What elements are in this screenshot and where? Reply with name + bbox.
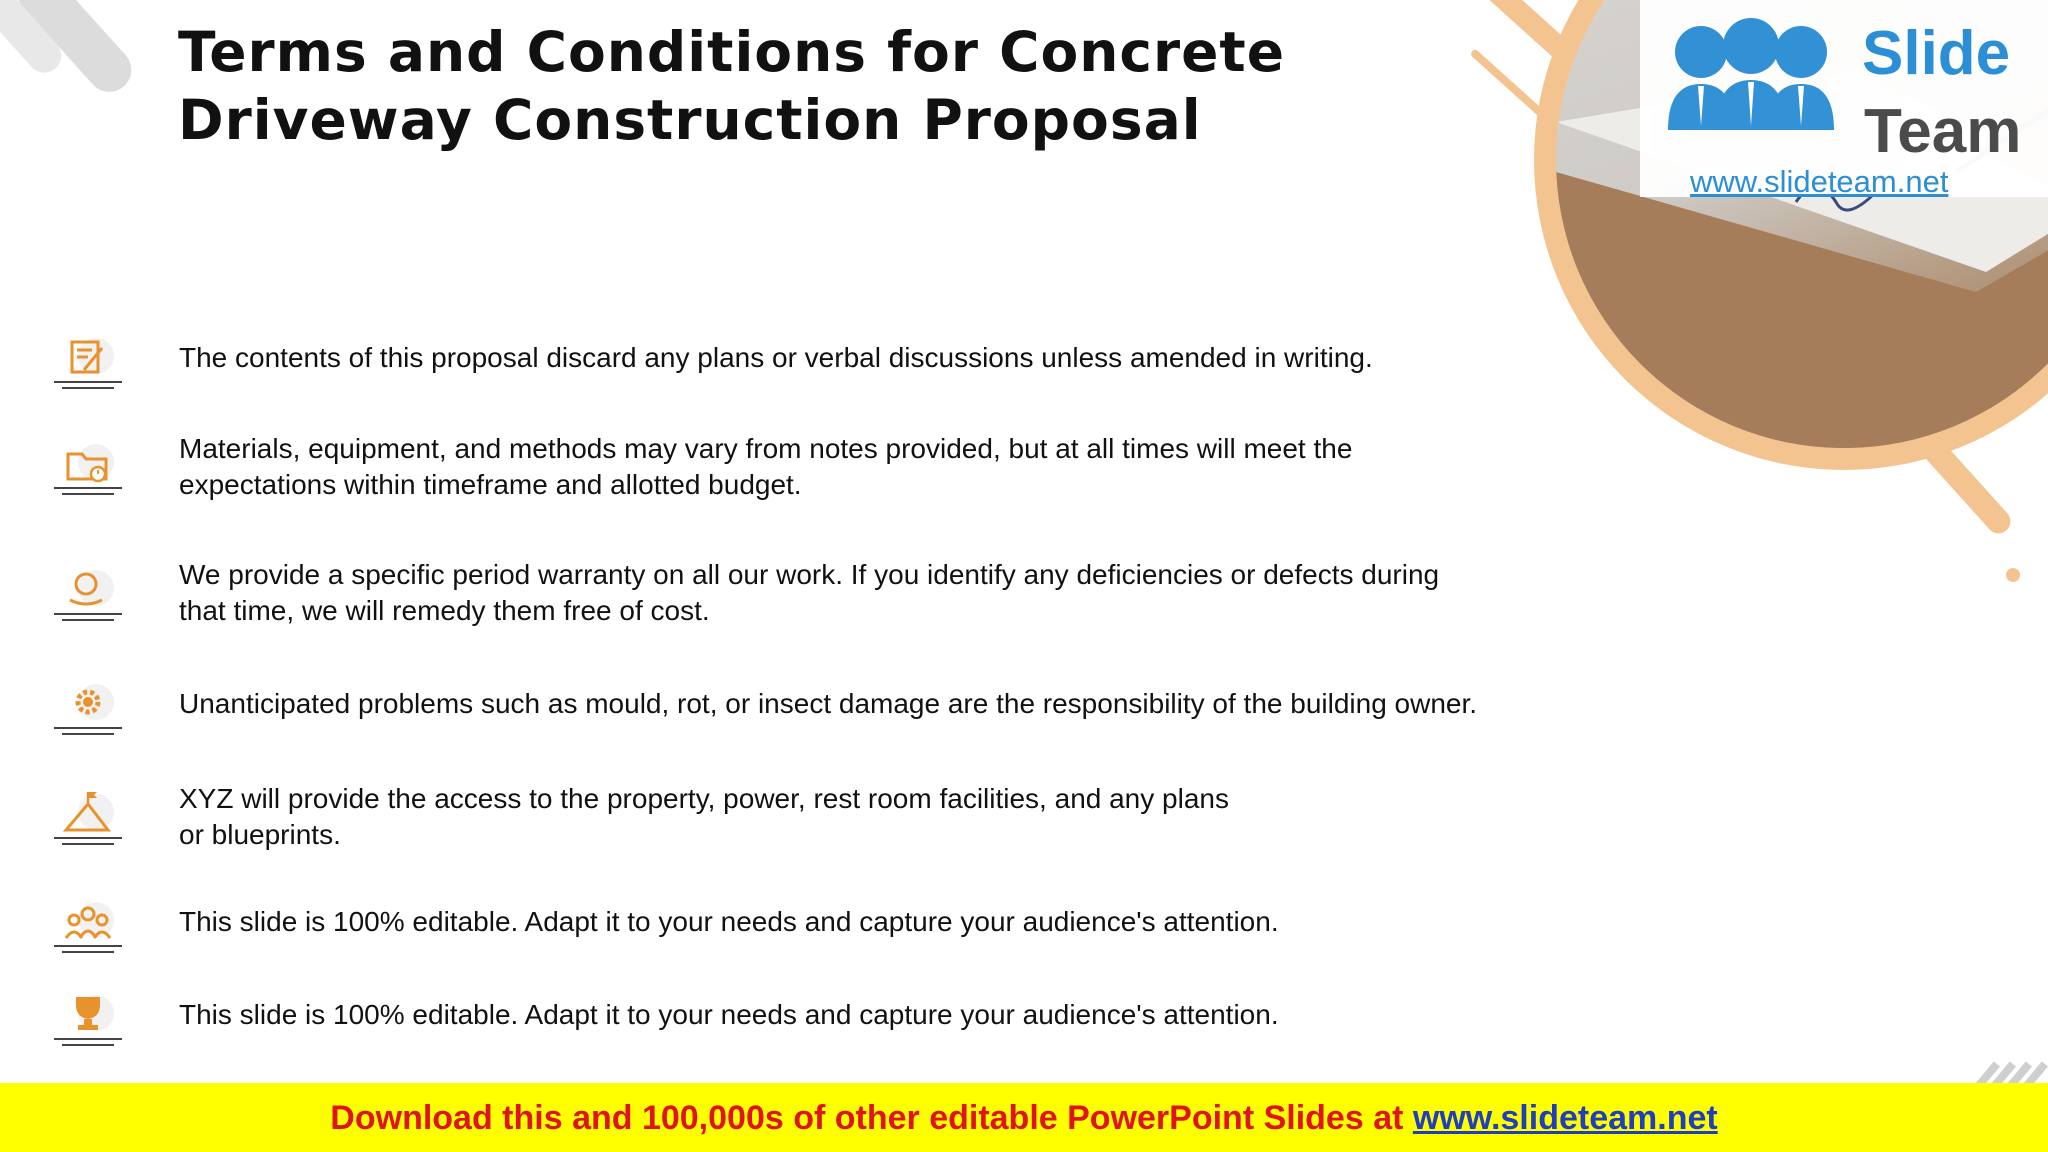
item-text: This slide is 100% editable. Adapt it to your needs and capture your audience's attention. — [179, 999, 1279, 1030]
logo-url-link[interactable]: www.slideteam.net — [1690, 164, 1949, 199]
team-icon — [52, 894, 124, 966]
document-pen-icon — [52, 330, 124, 402]
item-text: Unanticipated problems such as mould, rot, or insect damage are the responsibility of the building owner. — [179, 688, 1478, 719]
globe-hand-icon — [52, 562, 124, 634]
folder-clock-icon — [52, 436, 124, 508]
slide-title: Terms and Conditions for Concrete Driveway Construction Proposal — [178, 20, 1286, 152]
item-text: XYZ will provide the access to the property, power, rest room facilities, and any plans or blueprints. — [179, 783, 1229, 850]
banner-text-line — [0, 1099, 2048, 1138]
logo-word-slide: Slide — [1862, 19, 2011, 88]
item-text: Materials, equipment, and methods may vary from notes provided, but at all times will meet the expectations within timeframe and allotted budget. — [179, 433, 1353, 500]
mountain-flag-icon — [52, 786, 124, 858]
banner-link[interactable]: www.slideteam.net — [1412, 1099, 1718, 1137]
trophy-icon — [52, 987, 124, 1059]
team-logo-icon — [1656, 10, 1846, 140]
banner-message: Download this and 100,000s of other editable PowerPoint Slides at — [330, 1099, 1413, 1137]
logo-word-team: Team — [1864, 97, 2022, 166]
item-text: We provide a specific period warranty on all our work. If you identify any deficiencies or defects during that time, we will remedy them free of cost. — [179, 559, 1440, 626]
item-text: The contents of this proposal discard any plans or verbal discussions unless amended in writing. — [179, 342, 1373, 373]
item-text: This slide is 100% editable. Adapt it to your needs and capture your audience's attention. — [179, 906, 1279, 937]
decorative-dot — [2006, 568, 2020, 582]
gear-bulb-icon — [52, 676, 124, 748]
